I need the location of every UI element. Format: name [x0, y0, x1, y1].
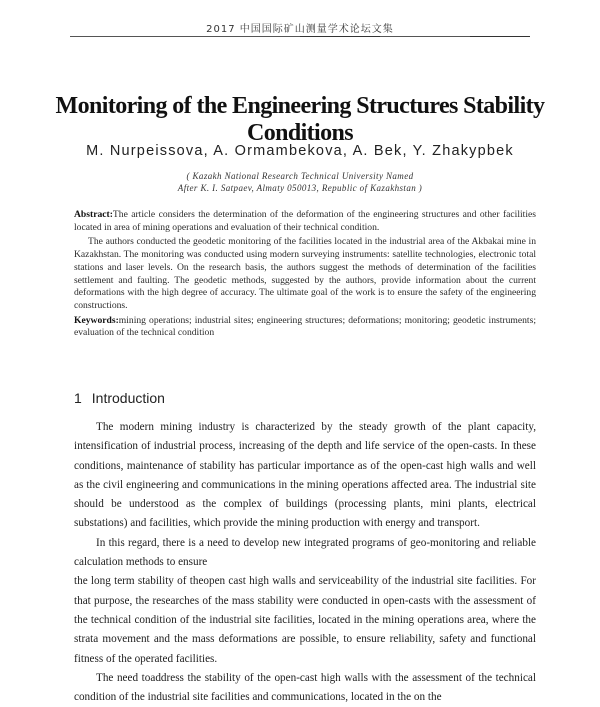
affiliation-line-2: After K. I. Satpaev, Almaty 050013, Republic of Kazakhstan ): [177, 183, 423, 193]
header-rule-accent-right: [470, 36, 530, 37]
keywords-label: Keywords:: [74, 314, 119, 326]
abstract-label: Abstract:: [74, 209, 113, 220]
abstract-text-1: The article considers the determination of the deformation of the engineering structures and other facilities located in area of mining operations and evaluation of their technical condition.: [74, 209, 536, 233]
affiliation-line-1: ( Kazakh National Research Technical University Named: [186, 171, 414, 181]
body-paragraph-4: The need toaddress the stability of the open-cast high walls with the assessment of the technical condition of the industrial site facilities and communications, located in the on the: [74, 671, 536, 704]
section-number: 1: [74, 390, 82, 406]
abstract-block: [74, 209, 536, 342]
section-title: Introduction: [91, 390, 165, 406]
header-rule-accent: [300, 36, 380, 37]
body-paragraph-2: In this regard, there is a need to develop new integrated programs of geo-monitoring and reliable calculation methods to ensure: [74, 536, 536, 569]
abstract-paragraph-1: [74, 209, 536, 234]
body-paragraph-1: The modern mining industry is characterized by the steady growth of the plant capacity, intensification of industrial process, increasing of the depth and life service of the open-casts. In these conditions, maintenance of stability has particular importance as of the open-cast high walls and well as the civil engineering and communications in the mining operations affected area. The industrial site should be understood as the complex of buildings (processing plants, mini plants, electrical substations) and facilities, which provide the mining production with energy and transport.: [74, 421, 536, 530]
keywords-text: mining operations; industrial sites; engineering structures; deformations; monitoring; geodetic instruments; evaluation of the technical condition: [74, 314, 536, 339]
paper-title: Monitoring of the Engineering Structures Stability Conditions: [55, 93, 545, 146]
author-list: M. Nurpeissova, A. Ormambekova, A. Bek, Y. Zhakypbek: [86, 143, 514, 159]
body-paragraph-3: the long term stability of theopen cast high walls and serviceability of the industrial site facilities. For that purpose, the researches of the mass stability were conducted in open-casts with the assessment of the technical condition of the industrial site facilities, located in the mining operations area, where the strata movement and the mass deformations are possible, to ensure reliability, safety and functional fitness of the operated facilities.: [74, 575, 536, 665]
abstract-paragraph-2: The authors conducted the geodetic monitoring of the facilities located in the industrial area of the Akbakai mine in Kazakhstan. The monitoring was conducted using modern surveying instruments: satellite technologies, electronic total stations and laser levels. On the research basis, the authors suggest the methods of determination of the facilities settlement and faulting. The geodetic methods, suggested by the authors, provide information about the current deformations with the high degree of accuracy. The ultimate goal of the work is to ensure the safety of the engineering constructions.: [74, 236, 536, 311]
section-heading: [74, 390, 536, 406]
running-header: 2017 中国国际矿山测量学术论坛文集: [206, 24, 394, 35]
body-text: [74, 418, 536, 707]
keywords-line: [74, 315, 536, 340]
